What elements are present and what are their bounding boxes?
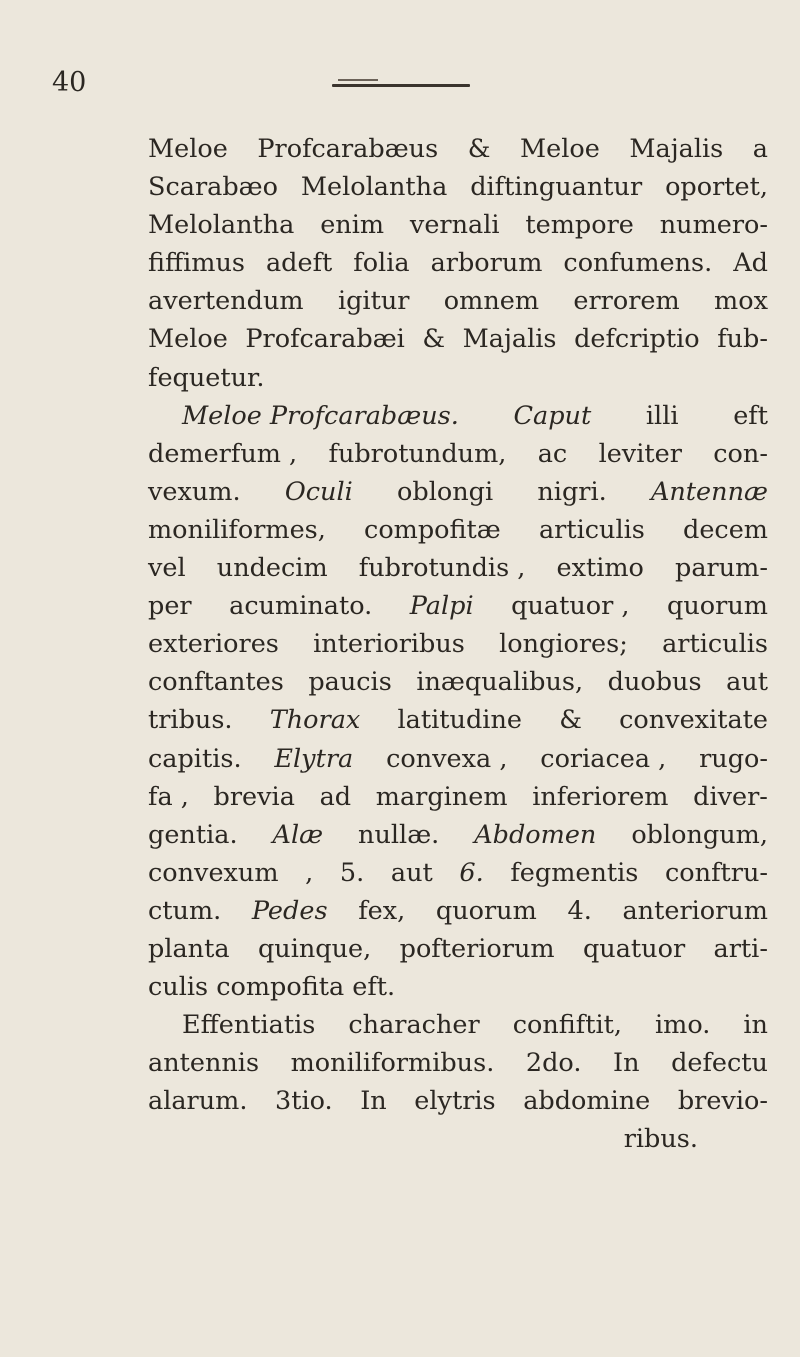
word: rugo- bbox=[699, 743, 768, 774]
word: 4. bbox=[567, 895, 592, 926]
word: duobus bbox=[607, 667, 702, 698]
text-line bbox=[148, 1006, 768, 1044]
word: articulis bbox=[662, 629, 768, 660]
text-line bbox=[148, 930, 768, 968]
word: Profcarabæus bbox=[257, 134, 439, 164]
text-line bbox=[148, 168, 768, 206]
word: Thorax bbox=[269, 705, 361, 736]
word: Oculi bbox=[284, 476, 353, 507]
word: fegmentis bbox=[510, 857, 639, 888]
word: ac bbox=[537, 438, 568, 469]
word: quatuor bbox=[582, 933, 686, 964]
word: eft bbox=[733, 400, 768, 431]
word: imo. bbox=[655, 1010, 711, 1041]
word: Melolantha bbox=[148, 210, 295, 241]
word: conftantes bbox=[148, 667, 284, 698]
word: a bbox=[752, 134, 768, 164]
word: & bbox=[467, 134, 491, 164]
word: Elytra bbox=[274, 743, 354, 774]
text-line bbox=[148, 816, 768, 854]
word: oportet, bbox=[665, 172, 768, 203]
word: abdomine bbox=[523, 1086, 651, 1117]
word: in bbox=[743, 1010, 768, 1041]
word: defectu bbox=[671, 1048, 768, 1079]
text-line bbox=[148, 397, 768, 435]
word: aut bbox=[390, 857, 433, 888]
word: oblongum, bbox=[631, 819, 768, 850]
word: eft. bbox=[352, 972, 396, 1003]
word: In bbox=[360, 1086, 387, 1117]
word: brevia bbox=[213, 781, 295, 812]
word: acuminato. bbox=[229, 591, 373, 622]
word: folia bbox=[353, 248, 410, 279]
word: & bbox=[422, 324, 446, 355]
word: inferiorem bbox=[532, 781, 669, 812]
word: Effentiatis bbox=[182, 1010, 316, 1041]
word: igitur bbox=[337, 286, 410, 317]
word: gentia. bbox=[148, 819, 238, 850]
word: fiffimus bbox=[148, 248, 245, 279]
word: quorum bbox=[435, 895, 537, 926]
word: confiftit, bbox=[512, 1010, 622, 1041]
word: elytris bbox=[414, 1086, 496, 1117]
word: 3tio. bbox=[275, 1086, 333, 1117]
text-line bbox=[148, 206, 768, 244]
text-line bbox=[148, 549, 768, 587]
text-line bbox=[148, 1082, 768, 1120]
word: vel bbox=[148, 553, 186, 584]
word: tempore bbox=[525, 210, 634, 241]
word: fub- bbox=[717, 324, 768, 355]
word: diver- bbox=[693, 781, 768, 812]
word: convexitate bbox=[619, 705, 768, 736]
word: moniliformes, bbox=[148, 514, 326, 545]
word: ribus. bbox=[623, 1124, 698, 1155]
word: omnem bbox=[443, 286, 540, 317]
word: pofteriorum bbox=[399, 933, 555, 964]
word: mox bbox=[714, 286, 768, 317]
text-line bbox=[148, 435, 768, 473]
word: Meloe bbox=[520, 134, 600, 164]
text-line bbox=[148, 778, 768, 816]
word: Caput bbox=[513, 400, 592, 431]
header-rule bbox=[332, 84, 470, 87]
word: antennis bbox=[148, 1048, 260, 1079]
word: culis bbox=[148, 972, 209, 1003]
word: compofita bbox=[216, 972, 345, 1003]
word: fa , bbox=[148, 781, 189, 812]
word: fubrotundis , bbox=[358, 553, 526, 584]
word: coriacea , bbox=[540, 743, 667, 774]
word: extimo bbox=[556, 553, 644, 584]
word: anteriorum bbox=[622, 895, 768, 926]
word: fex, bbox=[358, 895, 406, 926]
word: latitudine bbox=[397, 705, 522, 736]
word: quinque, bbox=[257, 933, 372, 964]
word: Profcarabæi bbox=[245, 324, 405, 355]
word: exteriores bbox=[148, 629, 279, 660]
word: illi bbox=[645, 400, 679, 431]
word: Alæ bbox=[272, 819, 324, 850]
word: fubrotundum, bbox=[328, 438, 507, 469]
word: Majalis bbox=[629, 134, 724, 164]
word: Abdomen bbox=[474, 819, 597, 850]
word: arti- bbox=[713, 933, 768, 964]
word: compofitæ bbox=[364, 514, 501, 545]
word: Palpi bbox=[409, 591, 474, 622]
text-line bbox=[148, 1044, 768, 1082]
word: con- bbox=[713, 438, 768, 469]
word: vernali bbox=[409, 210, 500, 241]
text-line bbox=[148, 1120, 768, 1158]
word: vexum. bbox=[148, 476, 241, 507]
word: quorum bbox=[667, 591, 768, 622]
word: 2do. bbox=[525, 1048, 582, 1079]
word: adeft bbox=[265, 248, 333, 279]
word: capitis. bbox=[148, 743, 242, 774]
word: planta bbox=[148, 933, 230, 964]
text-line bbox=[148, 244, 768, 282]
word: parum- bbox=[675, 553, 768, 584]
word: brevio- bbox=[677, 1086, 768, 1117]
word: arborum bbox=[430, 248, 543, 279]
word: oblongi bbox=[397, 476, 494, 507]
word: diftinguantur bbox=[470, 172, 643, 203]
text-line bbox=[148, 663, 768, 701]
body-text bbox=[148, 130, 768, 1159]
word: In bbox=[613, 1048, 640, 1079]
text-line bbox=[148, 282, 768, 320]
word: 5. bbox=[339, 857, 365, 888]
text-line bbox=[148, 511, 768, 549]
word: Ad bbox=[733, 248, 768, 279]
word: fequetur. bbox=[148, 362, 265, 393]
word: Meloe bbox=[148, 134, 228, 164]
word: aut bbox=[726, 667, 768, 698]
word: Pedes bbox=[251, 895, 328, 926]
word: enim bbox=[320, 210, 385, 241]
word: Meloe Profcarabæus. bbox=[182, 400, 459, 431]
page-number: 40 bbox=[52, 67, 87, 98]
word: confumens. bbox=[563, 248, 713, 279]
word: ctum. bbox=[148, 895, 222, 926]
text-line bbox=[148, 968, 768, 1006]
word: 6. bbox=[459, 857, 484, 888]
word: leviter bbox=[598, 438, 682, 469]
word: articulis bbox=[538, 514, 645, 545]
word: & bbox=[559, 705, 582, 736]
text-line bbox=[148, 359, 768, 397]
word: marginem bbox=[375, 781, 508, 812]
word: Antennæ bbox=[650, 476, 768, 507]
word: characher bbox=[348, 1010, 480, 1041]
word: tribus. bbox=[148, 705, 233, 736]
text-line bbox=[148, 740, 768, 778]
text-line bbox=[148, 473, 768, 511]
word: conftru- bbox=[665, 857, 768, 888]
word: convexa , bbox=[386, 743, 508, 774]
word: nigri. bbox=[537, 476, 607, 507]
word: Majalis bbox=[462, 324, 557, 355]
text-line bbox=[148, 701, 768, 739]
word: per bbox=[148, 591, 192, 622]
word: moniliformibus. bbox=[290, 1048, 495, 1079]
word: paucis bbox=[308, 667, 392, 698]
word: numero- bbox=[659, 210, 768, 241]
text-line bbox=[148, 854, 768, 892]
word: Scarabæo bbox=[148, 172, 278, 203]
word: quatuor , bbox=[511, 591, 630, 622]
text-line bbox=[148, 892, 768, 930]
word: ad bbox=[319, 781, 352, 812]
word: defcriptio bbox=[574, 324, 700, 355]
text-line bbox=[148, 130, 768, 168]
word: undecim bbox=[216, 553, 328, 584]
word: alarum. bbox=[148, 1086, 248, 1117]
word: decem bbox=[683, 514, 768, 545]
word: avertendum bbox=[148, 286, 304, 317]
word: errorem bbox=[573, 286, 680, 317]
word: Melolantha bbox=[300, 172, 448, 203]
word: convexum bbox=[148, 857, 279, 888]
text-line bbox=[148, 320, 768, 358]
text-line bbox=[148, 587, 768, 625]
word: longiores; bbox=[499, 629, 628, 660]
word: nullæ. bbox=[358, 819, 440, 850]
word: inæqualibus, bbox=[416, 667, 584, 698]
word: demerfum , bbox=[148, 438, 298, 469]
word: Meloe bbox=[148, 324, 228, 355]
word: interioribus bbox=[313, 629, 465, 660]
text-line bbox=[148, 625, 768, 663]
word: , bbox=[305, 857, 314, 888]
